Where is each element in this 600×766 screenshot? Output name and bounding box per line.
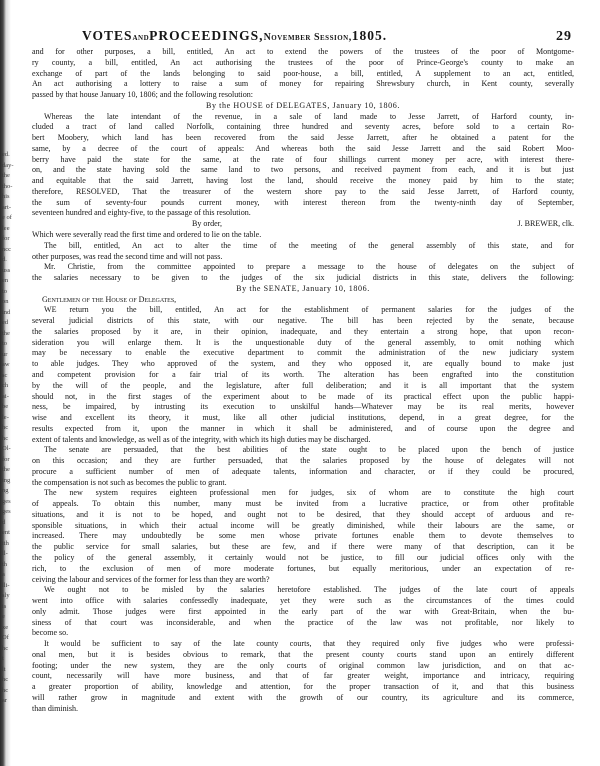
margin-fragment: e of: [2, 214, 12, 221]
header-title-right: PROCEEDINGS,: [149, 28, 264, 43]
text-line: and competent provision for a fair trial of its worth. The alteration has been engrafted into the constitution: [32, 369, 574, 379]
text-line: onal men, but it is besides obvious to remark, that the present county courts stand upon an entirely different: [32, 649, 574, 659]
body-text: [26, 47, 574, 714]
signature-line: [32, 219, 574, 230]
text-line: seventeen hundred and eighty-five, to the passage of this resolution.: [32, 208, 251, 218]
margin-fragment: ar: [2, 697, 8, 704]
margin-fragment: ges: [2, 497, 11, 505]
text-line: other purposes, was read the second time and will not pass.: [32, 251, 223, 261]
margin-fragment: hc: [2, 686, 9, 694]
text-line: WE return you the bill, entitled, An act for the establishment of permanent salaries for the judges of the: [44, 305, 574, 315]
margin-fragment: xe: [2, 623, 9, 631]
header-session: November Session,: [263, 32, 352, 43]
text-line: Gentlemen of the House of Delegates,: [42, 294, 177, 304]
margin-fragment: to: [2, 340, 8, 347]
text-line: several judicial districts of this state, with our negative. The bill has been rejected by the senate, because: [32, 316, 574, 326]
margin-fragment: for: [2, 235, 10, 242]
text-line: may be necessary to enable the executive department to commit the administration of the new judiciary system: [32, 348, 574, 358]
text-line: bert Moobery, which land has been recovered from the said Jesse Jarrett, after he obtained a patent for the: [32, 133, 574, 143]
margin-fragment: ai-: [2, 392, 9, 400]
margin-fragment: ed: [2, 319, 9, 326]
margin-fragment: ur: [2, 350, 8, 358]
margin-fragment: ing: [2, 476, 11, 484]
margin-fragment: Ol-: [2, 445, 11, 452]
text-line: An act authorising a lottery to raise a sum of money for repairing Shrewsbury church, in Kent county, severally: [32, 79, 574, 89]
text-line: to able judges. They who approved of the system, and they who opposed it, are equally bound to make just: [32, 359, 574, 369]
text-line: will rather grow in magnitude and extent with the growth of our country, its agriculture and its commerce,: [32, 692, 574, 702]
margin-fragment: uss: [2, 266, 11, 274]
margin-fragment: ed.: [2, 151, 10, 158]
text-line: rich, to the exclusion of men of more moderate fortunes, but equally meritorious, under an expectation of re-: [32, 563, 574, 573]
text-line: count, necessarily will have more business, and that of far greater weight, importance and intricacy, requiring: [32, 671, 574, 681]
text-line: ceiving the labour and services of the former for less than they are worth?: [32, 574, 270, 584]
text-line: sponsible situations, in which their actual income will be greatly diminished, while their labours are the same, or: [32, 520, 574, 530]
text-line: The senate are persuaded, that the best abilities of the state ought to be placed upon the bench of justice: [44, 445, 574, 455]
margin-fragment: ng: [2, 487, 9, 494]
margin-fragment: d: [2, 518, 6, 526]
text-line: The new system requires eighteen professional men for judges, six of whom are to constitute the high court: [44, 488, 574, 498]
margin-fragment: sly: [2, 592, 10, 599]
text-line: and for other purposes, a bill, entitled, An act to extend the powers of the trustees of the poor of Montgome-: [32, 47, 574, 56]
text-line: footing; under the new system, they are the only courts of original common law jurisdiction, and on that ac-: [32, 660, 574, 670]
margin-fragment: le-: [2, 413, 9, 421]
text-line: the policy of the general assembly, it certainly would not be justice, to fill our judicial offices only with the: [32, 552, 574, 562]
margin-fragment: ind: [2, 308, 11, 316]
margin-fragment: t: [2, 655, 4, 662]
margin-fragment: ch: [2, 382, 9, 389]
margin-fragment: th: [2, 560, 8, 568]
text-line: the public service for small salaries, but these are few, and if there were many of that description, can it be: [32, 542, 574, 552]
text-line: Mr. Christie, from the committee appointed to prepare a message to the house of delegates on the subject of: [44, 262, 574, 272]
margin-fragment: hc: [2, 434, 9, 442]
text-line: should not, in the first stages of the experiment about to be made of its practical effect upon the public happi-: [32, 391, 574, 401]
text-line: only admit. Those judges were first appointed in the early part of the war with Great-Britain, when the bu-: [32, 606, 574, 616]
margin-fragment: a: [2, 571, 5, 578]
margin-fragment: the: [2, 172, 10, 179]
header-year: 1805.: [351, 28, 388, 43]
running-header: [26, 26, 574, 45]
margin-fragment: be: [2, 403, 9, 410]
margin-fragment: Of: [2, 634, 9, 641]
text-line: therefore, RESOLVED, That the treasurer of the western shore pay to the said Jesse Jarrett, of Harford county,: [32, 186, 574, 196]
section-heading: By the HOUSE of DELEGATES, January 10, 1806.: [205, 100, 401, 110]
margin-fragment: tho-: [2, 182, 13, 190]
margin-fragment: lt: [2, 665, 6, 673]
margin-fragment: to: [2, 287, 8, 295]
margin-fragment: the: [2, 329, 10, 337]
page-number: 29: [556, 29, 572, 44]
margin-fragment: hc: [2, 424, 9, 431]
margin-fragment: ith: [2, 539, 9, 547]
text-line: the compensation is not such as becomes the public to grant.: [32, 477, 227, 487]
text-line: The bill, entitled, An act to alter the time of the meeting of the general assembly of this state, and for: [44, 240, 574, 250]
margin-fragment: lee: [2, 224, 10, 232]
text-line: berry have paid the state for the same, at the rate of four shillings current money per acre, with interest there-: [32, 154, 574, 164]
text-line: extent of talents and knowledge, as well as of the integrity, with which its high duties may be discharged.: [32, 434, 371, 444]
text-line: sideration you will enlarge them. It is the unquestionable duty of the general assembly, to omit nothing which: [32, 337, 574, 347]
margin-fragment: hc: [2, 644, 9, 652]
text-line: on, and the state having sold the same land to two persons, and received payment from each, and it is but just: [32, 165, 574, 175]
clerk-signature: J. BREWER, clk.: [517, 219, 574, 229]
margin-fragment: aw: [2, 361, 10, 368]
margin-fragment: hc: [2, 676, 9, 683]
text-line: of appeals. To obtain this number, many must be invited from a lucrative practice, or from other profitable: [32, 499, 574, 509]
text-line: the salaries necessary to be given to the judges of the six judicial districts in this state, delivers the following:: [32, 273, 574, 283]
text-line: We ought not to be misled by the salaries heretofore established. The judges of the late court of appeals: [44, 585, 574, 595]
text-line: results expected from it, upon the manner in which it shall be administered, and of course upon the degree and: [32, 423, 574, 433]
text-line: Which were severally read the first time and ordered to lie on the table.: [32, 230, 262, 240]
margin-fragment: ll-: [2, 550, 8, 557]
margin-fragment: ent: [2, 529, 10, 536]
text-line: increased. There may undoubtedly be some men whose private fortunes enable them to devote themselves to: [32, 531, 574, 541]
margin-fragment: his: [2, 193, 10, 200]
margin-fragment: lli-: [2, 581, 10, 589]
margin-fragment: on: [2, 298, 9, 305]
text-line: by the will of the people, and the legislature, after full deliberation; and it is all important that the system: [32, 380, 574, 390]
text-line: ness, be impaired, by intrusting its execution to unskilful hands—Whatever may be its real merits, however: [32, 402, 574, 412]
text-line: and equitable that the said Jarrett, having lost the land, should receive the money paid by him to the state;: [32, 176, 574, 186]
text-line: than diminish.: [32, 703, 79, 713]
margin-fragment: the: [2, 466, 10, 473]
document-page: [26, 26, 574, 756]
text-line: passed by that house January 10, 1806; and the following resolution:: [32, 90, 254, 100]
margin-fragment: is: [2, 602, 7, 610]
section-heading: By the SENATE, January 10, 1806.: [236, 283, 370, 293]
margin-fragment: e: [2, 613, 5, 620]
text-line: situations, and it is not to be hoped, and ought not to be desired, that they should accept of arduous and re-: [32, 509, 574, 519]
text-line: went into office with salaries confessedly inadequate, yet they were such as the circumstances of the times could: [32, 596, 574, 606]
text-line: It would be sufficient to say of the late county courts, that they required only five judges who were professi-: [44, 639, 574, 649]
text-line: procure a sufficient number of men of adequate talents, information and character, or if they could be procured,: [32, 466, 574, 476]
header-title-left: VOTES: [82, 28, 133, 43]
margin-fragment: day-: [2, 161, 14, 169]
text-line: wise and excellent its theory, it must, like all other judicial institutions, depend, in a great degree, for the: [32, 413, 574, 423]
text-line: same, by a decree of the court of appeals: And whereas both the said Jesse Jarrett and the said Robert Moo-: [32, 143, 574, 153]
text-line: Whereas the late intendant of the revenue, in a sale of land made to Jesse Jarrett, of Harford county, in-: [44, 111, 574, 121]
text-line: on this occasion; and they are further persuaded, that the salaries proposed by the house of delegates will not: [32, 456, 574, 466]
text-line: siness of that court was inconsiderable, and when the practice of the law was not profitable, nor likely to: [32, 617, 574, 627]
text-line: cluded a tract of land called Norfolk, containing three hundred and seventy acres, before sold to a certain Ro-: [32, 122, 574, 132]
margin-fragment: sc: [2, 371, 8, 379]
by-order-text: By order,: [192, 219, 223, 229]
margin-fragment: d.: [2, 256, 7, 263]
text-line: become so.: [32, 628, 69, 638]
margin-fragment: ncc: [2, 245, 12, 253]
margin-fragment: ges: [2, 508, 11, 515]
margin-fragment: for: [2, 455, 10, 463]
text-line: the salaries proposed by it are, in their opinion, inadequate, and they entertain a strong hope, that upon recon-: [32, 326, 574, 336]
text-line: the sum of seventy-four pounds current money, with interest thereon from the twenty-ninth day of September,: [32, 197, 574, 207]
header-title-amp: and: [132, 32, 150, 43]
previous-page-margin: [2, 150, 24, 710]
text-line: exchange of part of the lands belonging to said poor-house, a bill, entitled, A supplement to an act, entitled,: [32, 68, 574, 78]
margin-fragment: en: [2, 277, 9, 284]
text-line: ry county, a bill, entitled, An act authorising the trustees of the poor of Prince-George's county to make an: [32, 57, 574, 67]
text-line: a greater proportion of ability, knowledge and attention, for the proper transaction of it, and that this business: [32, 682, 574, 692]
margin-fragment: art-: [2, 203, 12, 211]
